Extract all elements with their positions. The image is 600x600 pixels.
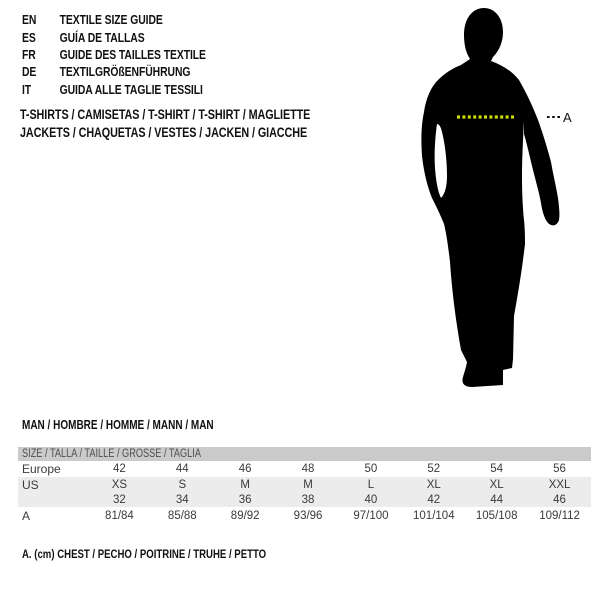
cell: 97/100	[353, 509, 389, 522]
man-silhouette	[421, 8, 559, 387]
cell: M	[240, 478, 250, 491]
table-row-us-letters	[18, 477, 591, 492]
lang-row-es	[22, 28, 342, 45]
cell: 101/104	[413, 509, 455, 522]
lang-label: TEXTILE SIZE GUIDE	[59, 12, 163, 28]
table-row-europe	[18, 461, 591, 477]
cell: 38	[301, 493, 315, 506]
cell: 85/88	[167, 509, 197, 522]
cell: 42	[113, 463, 126, 475]
cell: 40	[364, 493, 378, 506]
cell: 44	[175, 463, 189, 475]
cell: 36	[238, 493, 252, 506]
cell: 48	[301, 463, 315, 475]
size-table-header: SIZE / TALLA / TAILLE / GRÖSSE / TAGLIA	[18, 447, 591, 461]
cell: 52	[427, 463, 441, 475]
table-row-us-numbers	[18, 492, 591, 507]
cell: 46	[238, 463, 252, 475]
cell: 44	[490, 493, 504, 506]
cell: 54	[490, 463, 504, 475]
cell: 89/92	[230, 509, 260, 522]
lang-label: GUIDE DES TAILLES TEXTILE	[59, 46, 206, 62]
garment-line-tshirts: T-SHIRTS / CAMISETAS / T-SHIRT / T-SHIRT / MAGLIETTE	[20, 107, 311, 122]
cell: XL	[426, 478, 441, 491]
lang-row-it	[22, 81, 342, 98]
cell: 109/112	[539, 509, 580, 522]
cell: 32	[113, 493, 126, 506]
table-row-chest-cm	[18, 507, 591, 524]
lang-code: EN	[22, 12, 37, 28]
cell: XS	[111, 478, 128, 491]
man-silhouette-figure	[400, 4, 580, 396]
lang-label: GUIDA ALLE TAGLIE TESSILI	[59, 81, 203, 97]
cell: 81/84	[105, 509, 134, 522]
cell: 93/96	[293, 509, 323, 522]
row-label: US	[22, 477, 39, 492]
cell: XL	[489, 478, 504, 491]
lang-code: DE	[22, 64, 37, 80]
language-list	[22, 11, 342, 98]
cell: M	[303, 478, 313, 491]
section-title-man: MAN / HOMBRE / HOMME / MANN / MAN	[22, 418, 214, 432]
cell: L	[367, 478, 375, 491]
lang-row-fr	[22, 46, 342, 63]
cell: 34	[175, 493, 189, 506]
cell: XXL	[548, 478, 571, 491]
cell: S	[178, 478, 187, 491]
cell: 105/108	[475, 509, 518, 522]
lang-code: IT	[22, 81, 32, 97]
size-table	[18, 447, 591, 524]
lang-label: TEXTILGRÖßENFÜHRUNG	[59, 64, 191, 80]
lang-row-en	[22, 11, 342, 28]
cell: 50	[364, 463, 378, 475]
measure-label-a: A	[563, 110, 572, 125]
lang-row-de	[22, 63, 342, 80]
measure-footnote: A. (cm) CHEST / PECHO / POITRINE / TRUHE / PETTO	[22, 547, 267, 561]
cell: 46	[553, 493, 566, 506]
row-label: Europe	[22, 462, 61, 476]
lang-label: GUÍA DE TALLAS	[59, 29, 145, 45]
cell: 42	[427, 493, 441, 506]
garment-type-lines	[20, 106, 383, 141]
lang-code: FR	[22, 46, 36, 62]
cell: 56	[553, 463, 566, 475]
lang-code: ES	[22, 29, 36, 45]
garment-line-jackets: JACKETS / CHAQUETAS / VESTES / JACKEN / GIACCHE	[20, 124, 308, 140]
row-label: A	[22, 508, 31, 523]
